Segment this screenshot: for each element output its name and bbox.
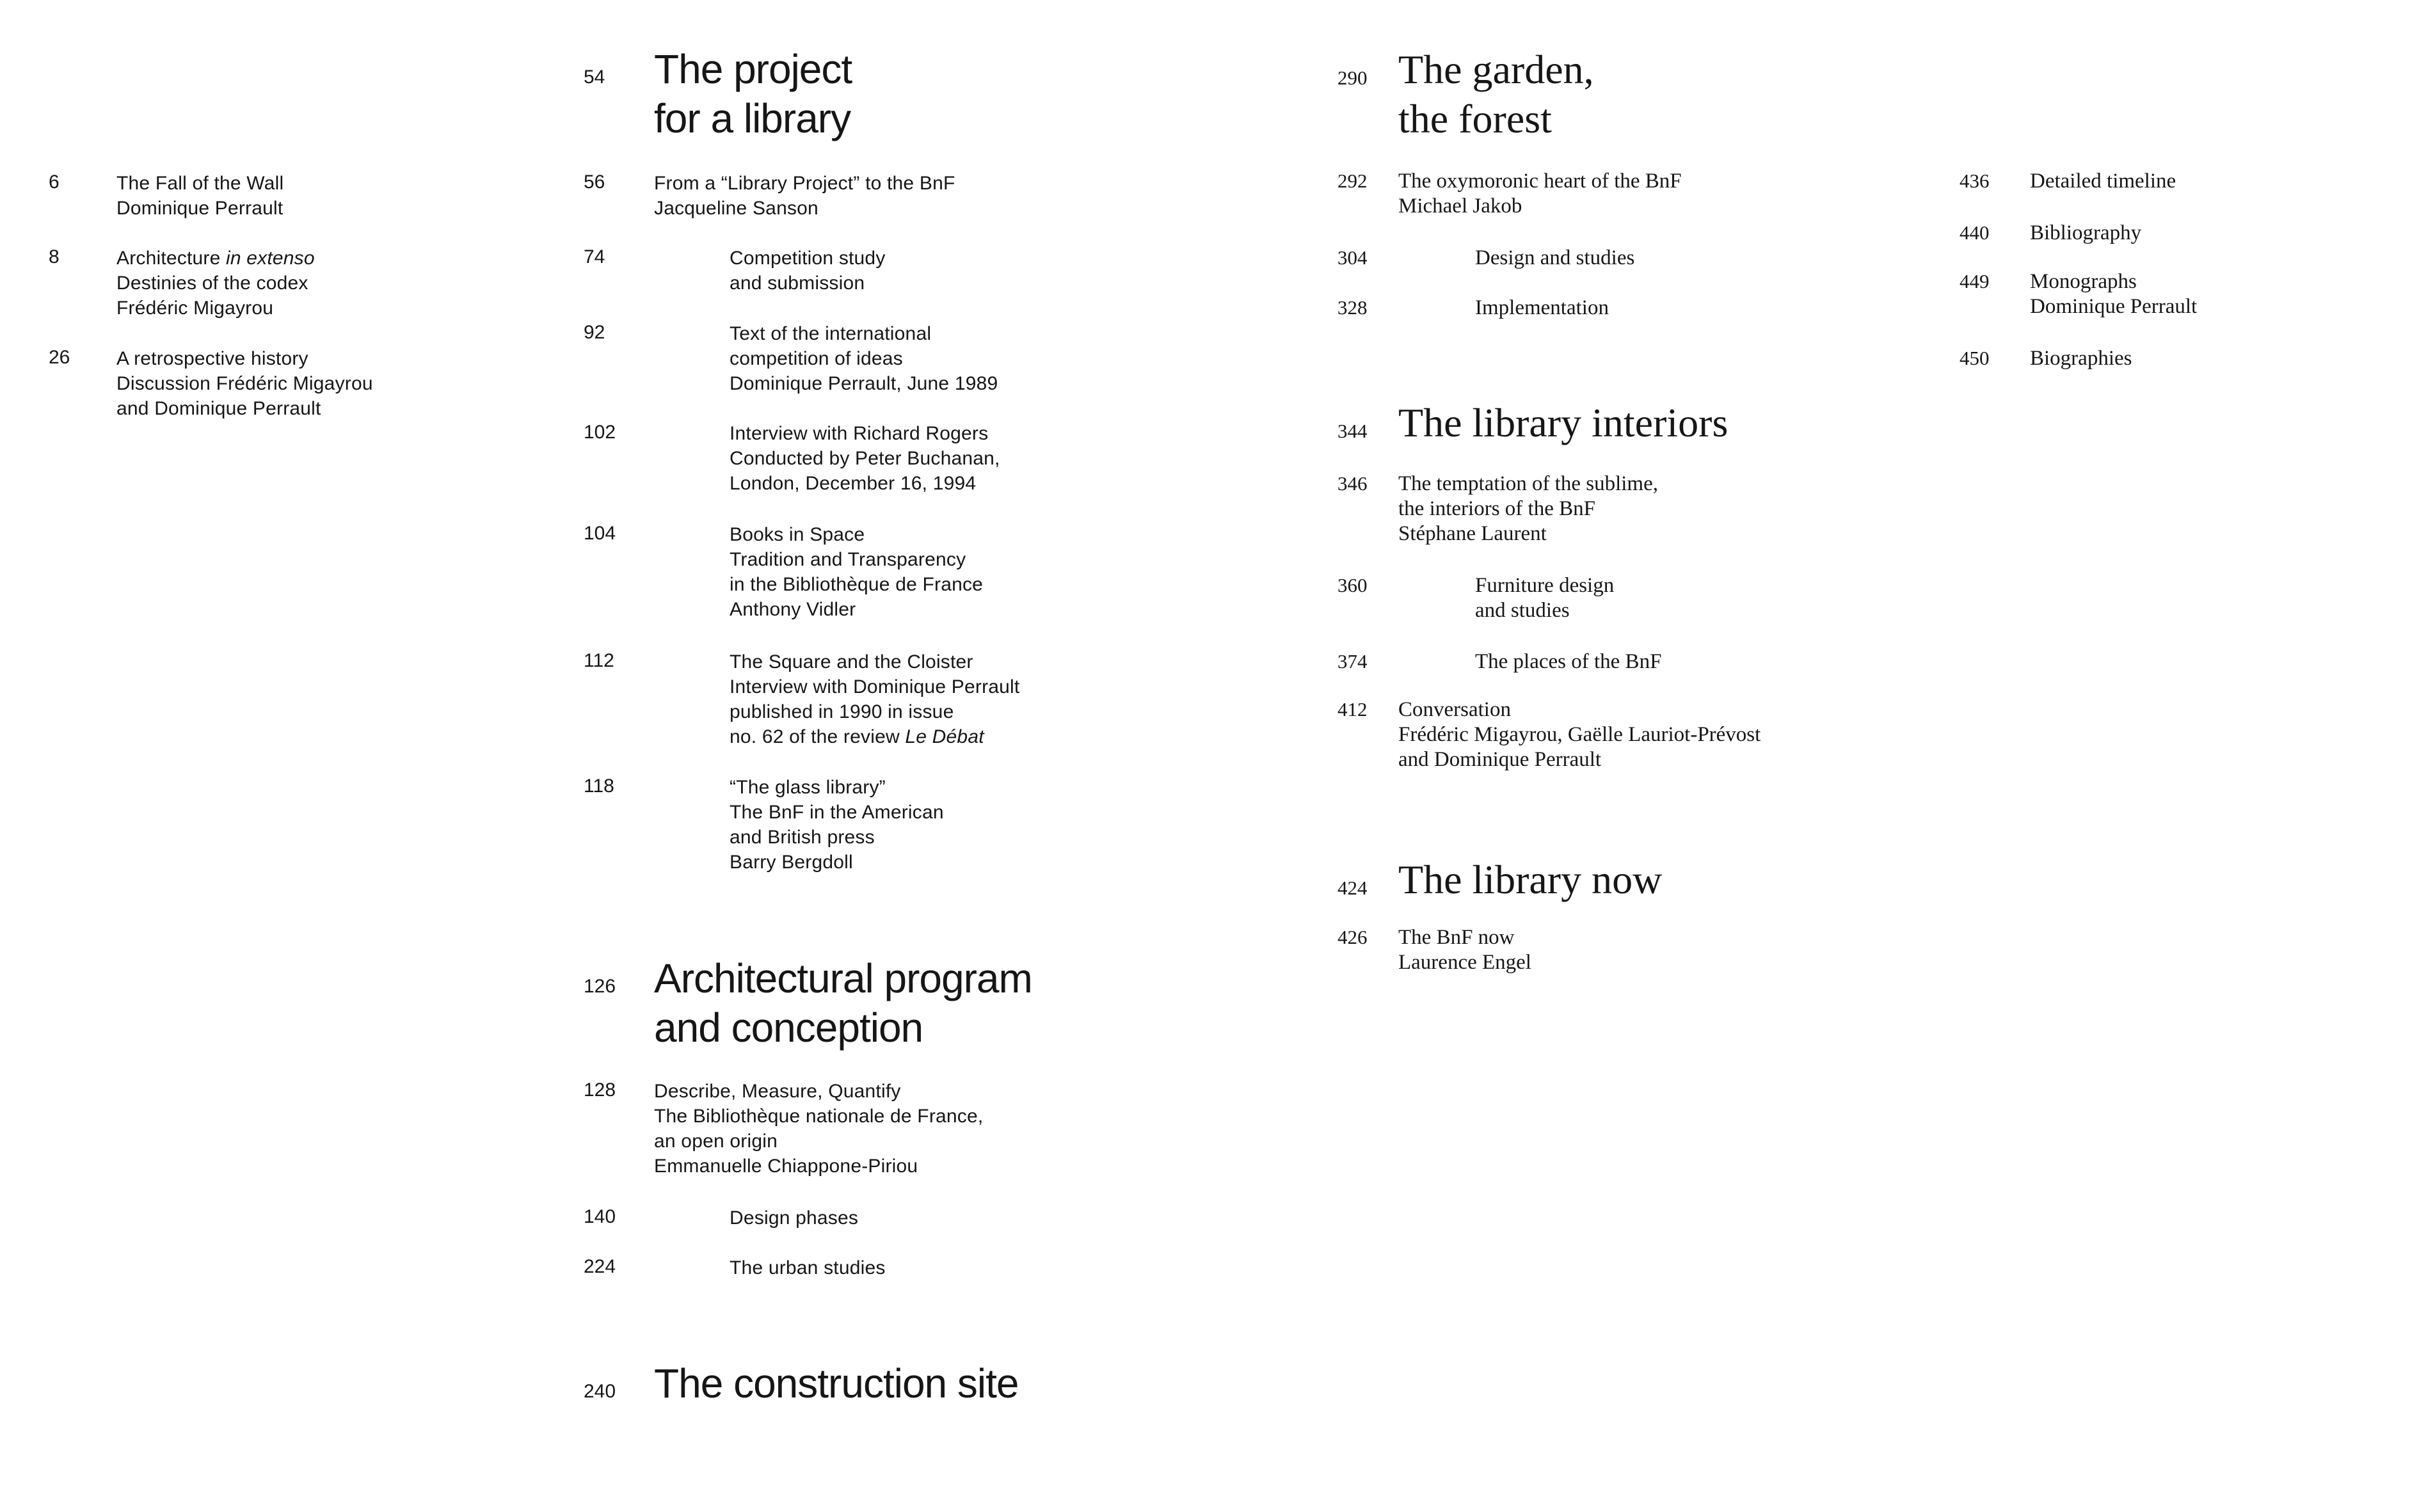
page-number-240: 240 (584, 1381, 616, 1402)
page-number-74: 74 (584, 246, 605, 267)
toc-line: competition of ideas (730, 348, 903, 369)
toc-line: Laurence Engel (1398, 951, 1531, 974)
page-number-128: 128 (584, 1079, 616, 1101)
toc-line: The Fall of the Wall (116, 173, 284, 194)
toc-line: Interview with Dominique Perrault (730, 676, 1020, 697)
page-number-290: 290 (1337, 67, 1368, 89)
toc-line: Dominique Perrault (2030, 295, 2198, 318)
toc-line: Barry Bergdoll (730, 852, 853, 873)
toc-line: A retrospective history (116, 348, 308, 369)
toc-line: Anthony Vidler (730, 599, 856, 620)
toc-line: Conducted by Peter Buchanan, (730, 448, 1000, 469)
toc-line: Text of the international (730, 323, 932, 344)
toc-line: The Bibliothèque nationale de France, (654, 1106, 984, 1127)
toc-line: The places of the BnF (1475, 650, 1662, 673)
toc-line: Frédéric Migayrou (116, 298, 274, 319)
page-number-346: 346 (1337, 472, 1368, 495)
page-number-450: 450 (1960, 347, 1990, 369)
toc-line: Emmanuelle Chiappone-Piriou (654, 1156, 918, 1177)
toc-entry-449 (2030, 269, 2197, 319)
toc-line: Books in Space (730, 524, 865, 545)
page-number-8: 8 (49, 246, 60, 267)
page-number-412: 412 (1337, 698, 1368, 720)
toc-line: Destinies of the codex (116, 273, 308, 294)
toc-line: The BnF in the American (730, 802, 944, 823)
page-number-118: 118 (584, 776, 614, 797)
italic-text: in extenso (226, 248, 315, 269)
toc-line: Competition study (730, 248, 886, 269)
toc-line: Monographs (2030, 270, 2137, 293)
toc-line: Interview with Richard Rogers (730, 423, 989, 444)
page-number-344: 344 (1337, 420, 1368, 442)
toc-line: Tradition and Transparency (730, 549, 966, 570)
toc-line: Frédéric Migayrou, Gaëlle Lauriot-Prévost (1398, 723, 1761, 746)
toc-line: From a “Library Project” to the BnF (654, 173, 955, 194)
page-number-102: 102 (584, 422, 616, 443)
toc-line: and Dominique Perrault (116, 398, 321, 419)
italic-text: Le Débat (905, 726, 984, 747)
toc-entry-440 (2030, 221, 2141, 246)
plain-text: no. 62 of the review (730, 726, 906, 747)
toc-line: Jacqueline Sanson (654, 198, 818, 219)
page-number-292: 292 (1337, 170, 1368, 192)
toc-line: The urban studies (730, 1257, 886, 1278)
page-number-54: 54 (584, 67, 605, 88)
page-number-360: 360 (1337, 574, 1368, 596)
toc-line: the forest (1398, 96, 1552, 141)
page-number-374: 374 (1337, 650, 1368, 672)
toc-line: The temptation of the sublime, (1398, 472, 1658, 495)
page-number-449: 449 (1960, 270, 1990, 292)
toc-line: The BnF now (1398, 926, 1515, 949)
page-number-126: 126 (584, 976, 616, 997)
toc-line: Design phases (730, 1207, 859, 1229)
toc-line: and Dominique Perrault (1398, 748, 1602, 771)
toc-line: published in 1990 in issue (730, 701, 954, 722)
toc-line: London, December 16, 1994 (730, 473, 977, 494)
toc-line: and conception (654, 1005, 923, 1051)
page-number-92: 92 (584, 322, 605, 343)
toc-line: an open origin (654, 1131, 778, 1152)
toc-line: Detailed timeline (2030, 170, 2176, 193)
toc-line: Architectural program (654, 955, 1032, 1001)
page-number-56: 56 (584, 171, 605, 193)
toc-line: The garden, (1398, 47, 1594, 92)
page-number-328: 328 (1337, 296, 1368, 319)
toc-line: Conversation (1398, 698, 1511, 721)
page-number-436: 436 (1960, 170, 1990, 192)
toc-line: Implementation (1475, 296, 1609, 319)
toc-line: The project (654, 46, 852, 92)
toc-line: in the Bibliothèque de France (730, 574, 984, 595)
toc-line: The library interiors (1398, 400, 1728, 445)
toc-line: The library now (1398, 857, 1663, 902)
toc-line: The construction site (654, 1360, 1019, 1406)
toc-line: and submission (730, 273, 865, 294)
plain-text: Architecture (116, 248, 226, 269)
toc-line: Design and studies (1475, 246, 1635, 269)
page-number-224: 224 (584, 1256, 616, 1277)
toc-line: The oxymoronic heart of the BnF (1398, 170, 1682, 193)
toc-entry-450 (2030, 346, 2132, 371)
page-number-6: 6 (49, 171, 60, 193)
page-number-424: 424 (1337, 877, 1368, 899)
toc-line: Biographies (2030, 347, 2132, 370)
toc-line: The Square and the Cloister (730, 651, 973, 672)
toc-line: “The glass library” (730, 777, 886, 798)
toc-line: Dominique Perrault, June 1989 (730, 373, 998, 394)
page-number-304: 304 (1337, 246, 1368, 269)
page-number-426: 426 (1337, 926, 1368, 948)
toc-line: and studies (1475, 599, 1570, 622)
page-number-104: 104 (584, 523, 616, 544)
toc-line: Stéphane Laurent (1398, 522, 1547, 545)
toc-line: Furniture design (1475, 574, 1615, 597)
toc-line: Dominique Perrault (116, 198, 283, 219)
toc-line: Michael Jakob (1398, 195, 1522, 218)
page-number-140: 140 (584, 1206, 616, 1227)
toc-line: and British press (730, 827, 875, 848)
toc-line: Bibliography (2030, 221, 2142, 244)
toc-line: Discussion Frédéric Migayrou (116, 373, 373, 394)
page-number-440: 440 (1960, 221, 1990, 244)
toc-line: the interiors of the BnF (1398, 497, 1595, 520)
toc-entry-436 (2030, 169, 2176, 194)
page-number-112: 112 (584, 650, 614, 671)
toc-line: Describe, Measure, Quantify (654, 1081, 901, 1102)
toc-line: for a library (654, 95, 851, 141)
page-number-26: 26 (49, 347, 70, 368)
